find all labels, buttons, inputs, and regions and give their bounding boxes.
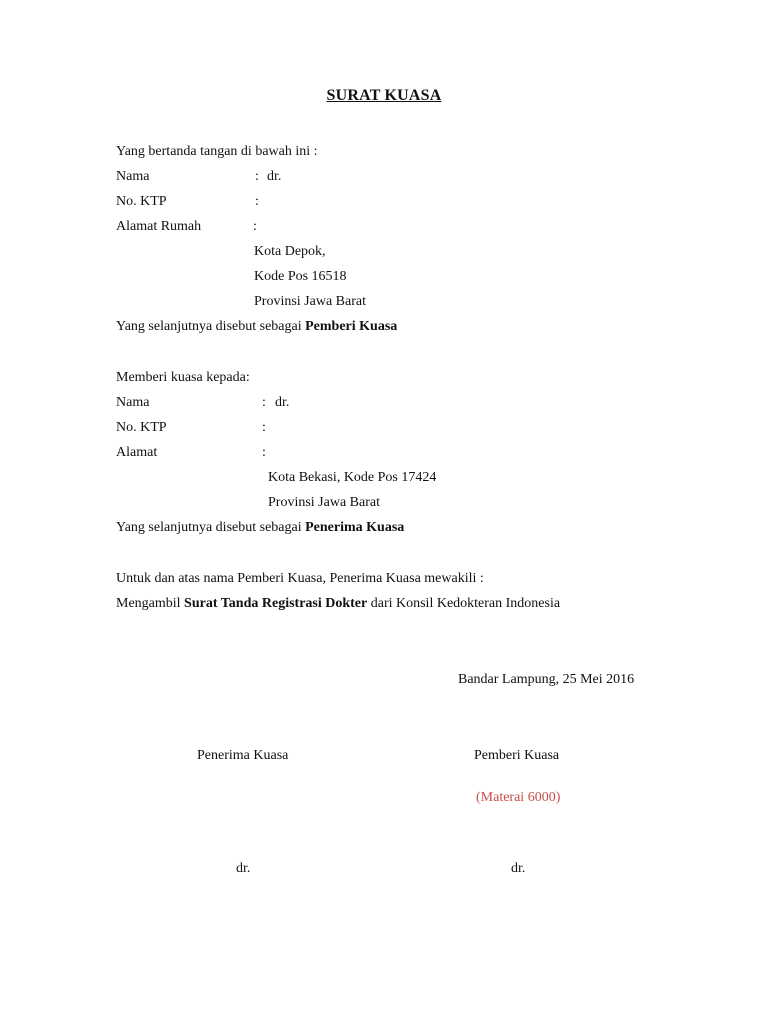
receiver-name-separator: : [262, 395, 266, 410]
receiver-address-label: Alamat [116, 445, 158, 460]
receiver-ktp-label: No. KTP [116, 420, 167, 435]
receiver-name-label: Nama [116, 395, 150, 410]
receiver-referred-prefix: Yang selanjutnya disebut sebagai [116, 520, 306, 535]
grant-intro-separator: : [245, 370, 250, 385]
giver-referred-line [116, 320, 397, 334]
stamp-duty-note: (Materai 6000) [476, 790, 561, 805]
purpose-intro: Untuk dan atas nama Pemberi Kuasa, Penerima Kuasa mewakili : [116, 571, 484, 586]
giver-address-separator: : [253, 219, 257, 234]
receiver-address-separator: : [262, 445, 266, 460]
receiver-signature-name: dr. [236, 861, 251, 876]
intro-text: Yang bertanda tangan di bawah ini : [116, 144, 318, 159]
purpose-suffix: dari Konsil Kedokteran Indonesia [367, 596, 561, 611]
grant-intro [116, 371, 250, 385]
receiver-address-line-1: Kota Bekasi, Kode Pos 17424 [268, 470, 437, 485]
receiver-address-line-2: Provinsi Jawa Barat [268, 495, 380, 510]
purpose-document: Surat Tanda Registrasi Dokter [184, 596, 368, 611]
purpose-prefix: Mengambil [116, 596, 185, 611]
giver-address-line-1: Kota Depok, [254, 244, 326, 259]
giver-address-line-3: Provinsi Jawa Barat [254, 294, 366, 309]
giver-address-line-2: Kode Pos 16518 [254, 269, 347, 284]
receiver-referred-role: Penerima Kuasa [305, 520, 405, 535]
giver-signature-name: dr. [511, 861, 526, 876]
giver-name-value: dr. [267, 169, 282, 184]
giver-name-label: Nama [116, 169, 150, 184]
giver-name-separator: : [255, 169, 259, 184]
giver-signature-title: Pemberi Kuasa [474, 748, 560, 763]
giver-referred-prefix: Yang selanjutnya disebut sebagai [116, 319, 306, 334]
purpose-line [116, 597, 560, 611]
receiver-name-value: dr. [275, 395, 290, 410]
grant-intro-text: Memberi kuasa kepada [116, 370, 246, 385]
letter-title: SURAT KUASA [326, 87, 442, 104]
giver-address-label: Alamat Rumah [116, 219, 202, 234]
receiver-ktp-separator: : [262, 420, 266, 435]
giver-ktp-separator: : [255, 194, 259, 209]
giver-referred-role: Pemberi Kuasa [305, 319, 398, 334]
giver-ktp-label: No. KTP [116, 194, 167, 209]
receiver-signature-title: Penerima Kuasa [197, 748, 289, 763]
place-date: Bandar Lampung, 25 Mei 2016 [458, 672, 635, 687]
receiver-referred-line [116, 521, 404, 535]
